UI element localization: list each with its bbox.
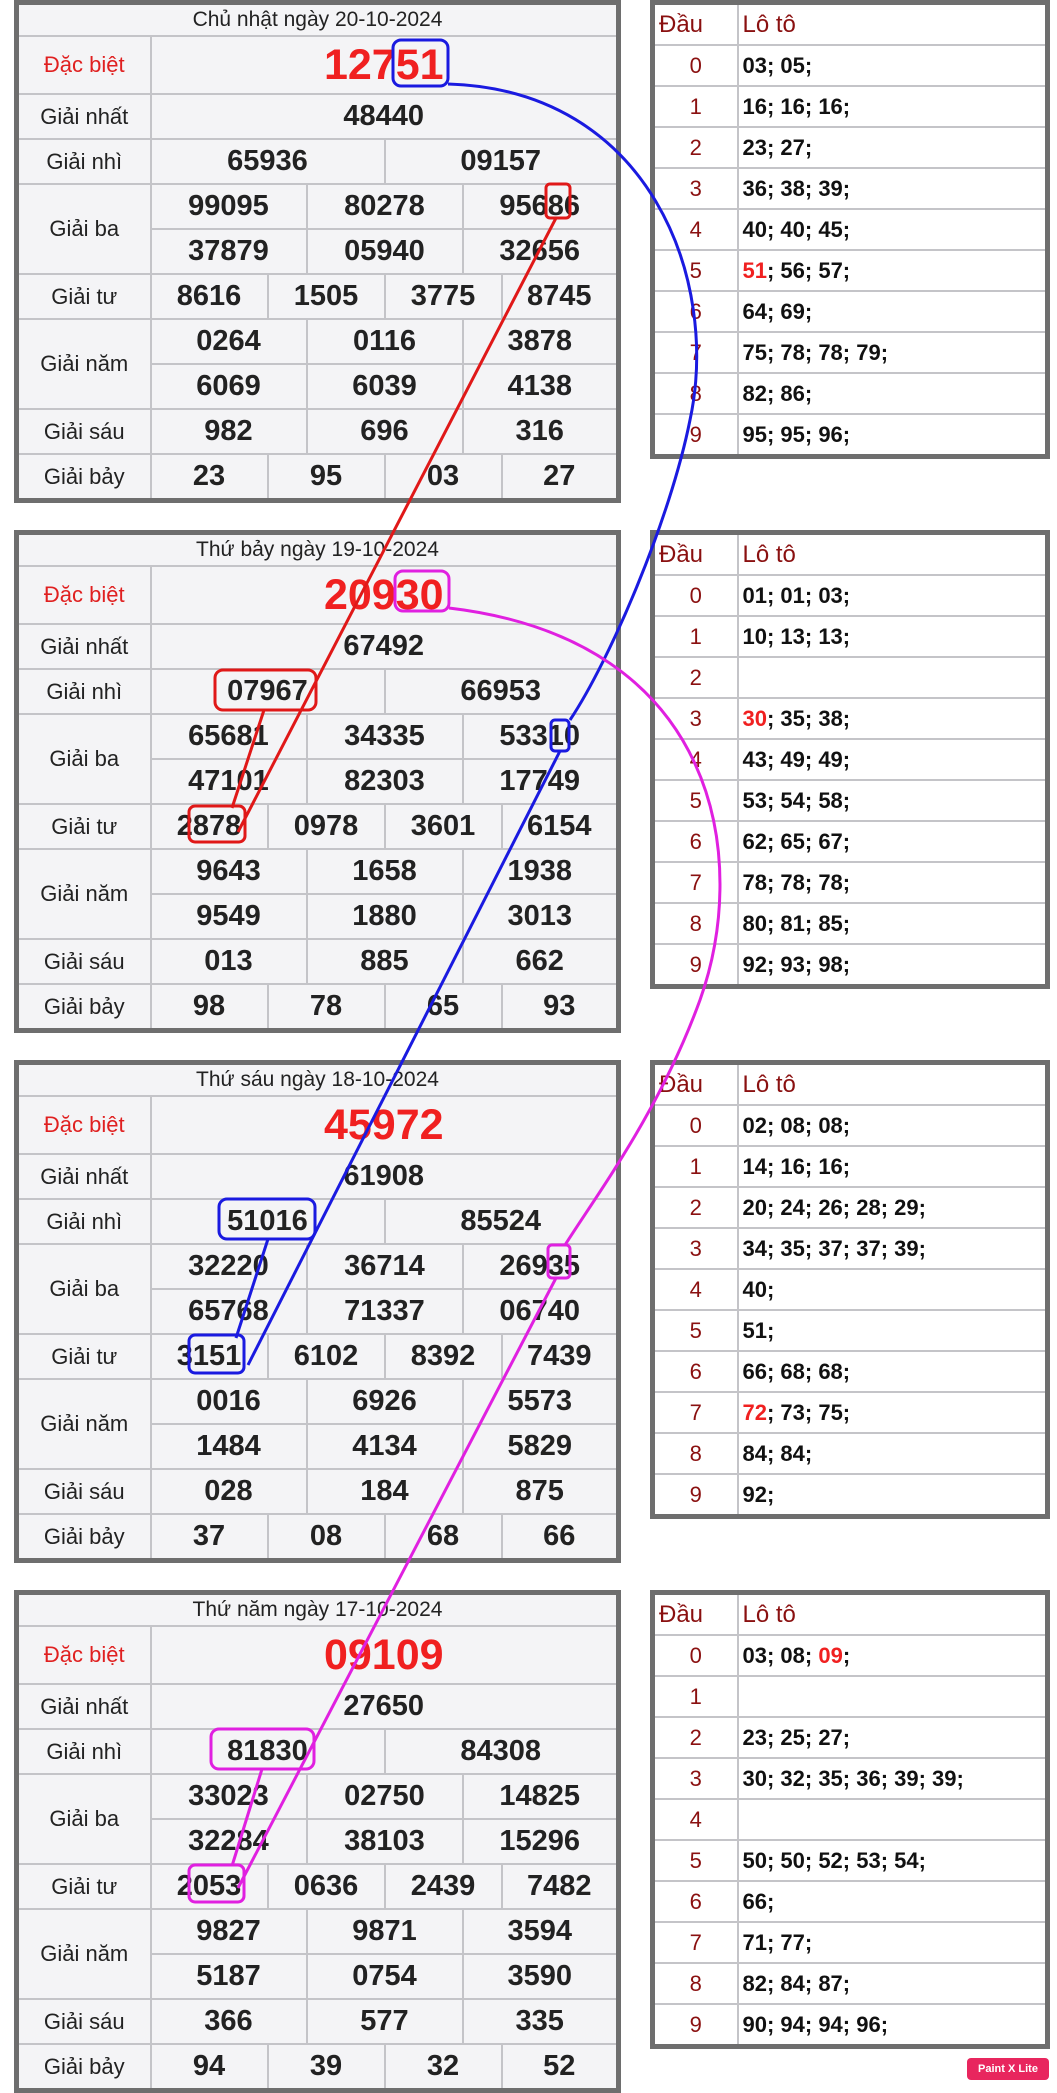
fifth-prize-number: 0754 [307,1954,463,1999]
second-prize-number: 84308 [385,1729,619,1774]
loto-table-day-1 [650,530,1050,989]
fifth-prize-number: 4138 [463,364,619,409]
loto-tails [738,1228,1048,1269]
tail-list: 84; 84; [742,1440,813,1466]
loto-head-digit: 7 [653,1922,738,1963]
loto-tails [738,1717,1048,1758]
fifth-prize-number: 3013 [463,894,619,939]
sixth-prize-number: 696 [307,409,463,454]
third-prize-number: 06740 [463,1289,619,1334]
fifth-prize-number: 5187 [151,1954,307,1999]
tail-list: 66; 68; 68; [742,1358,851,1384]
third-prize-number: 33023 [151,1774,307,1819]
prize-label-fifth: Giải năm [17,1909,151,1999]
loto-tails [738,332,1048,373]
fifth-prize-number: 3590 [463,1954,619,1999]
prize-label-first: Giải nhất [17,1684,151,1729]
loto-head-header: Đầu [653,533,738,576]
loto-head-digit: 6 [653,1881,738,1922]
tail-list: 36; 38; 39; [742,175,851,201]
second-prize-number: 85524 [385,1199,619,1244]
first-prize-number: 27650 [151,1684,619,1729]
loto-head-header: Đầu [653,1593,738,1636]
loto-head-digit: 1 [653,616,738,657]
sixth-prize-number: 028 [151,1469,307,1514]
fourth-prize-number: 6102 [268,1334,385,1379]
third-prize-number: 32284 [151,1819,307,1864]
second-prize-number: 09157 [385,139,619,184]
loto-head-digit: 9 [653,414,738,457]
third-prize-number: 38103 [307,1819,463,1864]
tail-list: 64; 69; [742,298,813,324]
seventh-prize-number: 52 [502,2044,619,2091]
loto-tails [738,821,1048,862]
prize-label-special: Đặc biệt [17,1626,151,1684]
loto-head-digit: 6 [653,821,738,862]
fourth-prize-number: 2439 [385,1864,502,1909]
loto-head-digit: 1 [653,1676,738,1717]
fourth-prize-number: 1505 [268,274,385,319]
loto-head-digit: 9 [653,944,738,987]
loto-tails [738,414,1048,457]
loto-tails [738,1146,1048,1187]
prize-label-third: Giải ba [17,714,151,804]
fifth-prize-number: 1880 [307,894,463,939]
fifth-prize-number: 4134 [307,1424,463,1469]
tail-list: 92; [742,1481,775,1507]
prize-label-seventh: Giải bảy [17,454,151,501]
tail-list: ; 35; 38; [766,705,851,731]
fourth-prize-number: 8392 [385,1334,502,1379]
second-prize-number: 81830 [151,1729,385,1774]
loto-head-digit: 3 [653,168,738,209]
loto-tails [738,698,1048,739]
third-prize-number: 32656 [463,229,619,274]
special-prize-number: 20930 [151,566,619,624]
loto-tails [738,1963,1048,2004]
loto-tails [738,1269,1048,1310]
third-prize-number: 32220 [151,1244,307,1289]
loto-head-digit: 5 [653,1840,738,1881]
prize-label-second: Giải nhì [17,669,151,714]
fifth-prize-number: 3594 [463,1909,619,1954]
loto-head-digit: 4 [653,739,738,780]
draw-date-header: Thứ năm ngày 17-10-2024 [17,1593,619,1627]
loto-tails [738,168,1048,209]
third-prize-number: 99095 [151,184,307,229]
tail-list: 16; 16; 16; [742,93,851,119]
special-prize-number: 09109 [151,1626,619,1684]
prize-label-special: Đặc biệt [17,566,151,624]
fifth-prize-number: 3878 [463,319,619,364]
loto-head-digit: 0 [653,1105,738,1146]
special-tail-highlight: 72 [742,1399,767,1425]
fifth-prize-number: 6039 [307,364,463,409]
seventh-prize-number: 65 [385,984,502,1031]
fifth-prize-number: 1658 [307,849,463,894]
prize-label-seventh: Giải bảy [17,984,151,1031]
tail-list: 95; 95; 96; [742,421,851,447]
sixth-prize-number: 335 [463,1999,619,2044]
fifth-prize-number: 6069 [151,364,307,409]
tail-list: 10; 13; 13; [742,623,851,649]
loto-head-digit: 5 [653,1310,738,1351]
loto-tail-header: Lô tô [738,533,1048,576]
loto-head-digit: 2 [653,127,738,168]
loto-table-day-0 [650,0,1050,459]
fourth-prize-number: 7439 [502,1334,619,1379]
prize-label-seventh: Giải bảy [17,1514,151,1561]
tail-list: 03; 08; [742,1642,819,1668]
third-prize-number: 02750 [307,1774,463,1819]
loto-head-digit: 0 [653,45,738,86]
tail-list: 66; [742,1888,775,1914]
third-prize-number: 65681 [151,714,307,759]
seventh-prize-number: 78 [268,984,385,1031]
loto-table-day-3 [650,1590,1050,2049]
fifth-prize-number: 0116 [307,319,463,364]
loto-tails [738,616,1048,657]
tail-list: 82; 84; 87; [742,1970,851,1996]
prize-label-fifth: Giải năm [17,1379,151,1469]
loto-tails [738,1840,1048,1881]
tail-list: 82; 86; [742,380,813,406]
loto-tail-header: Lô tô [738,1593,1048,1636]
tail-list: 03; 05; [742,52,813,78]
special-tail-highlight: 09 [818,1642,843,1668]
third-prize-number: 71337 [307,1289,463,1334]
third-prize-number: 17749 [463,759,619,804]
seventh-prize-number: 93 [502,984,619,1031]
third-prize-number: 82303 [307,759,463,804]
fifth-prize-number: 5573 [463,1379,619,1424]
tail-list: 53; 54; 58; [742,787,851,813]
prize-label-fifth: Giải năm [17,849,151,939]
second-prize-number: 65936 [151,139,385,184]
sixth-prize-number: 875 [463,1469,619,1514]
third-prize-number: 47101 [151,759,307,804]
tail-list: 43; 49; 49; [742,746,851,772]
seventh-prize-number: 32 [385,2044,502,2091]
second-prize-number: 66953 [385,669,619,714]
prize-label-first: Giải nhất [17,624,151,669]
prize-label-second: Giải nhì [17,1729,151,1774]
loto-head-digit: 8 [653,1963,738,2004]
results-table-day-2 [14,1060,621,1563]
loto-head-digit: 5 [653,250,738,291]
loto-tails [738,862,1048,903]
prize-label-sixth: Giải sáu [17,939,151,984]
loto-head-digit: 1 [653,1146,738,1187]
loto-tails [738,739,1048,780]
prize-label-fourth: Giải tư [17,1334,151,1379]
loto-head-digit: 4 [653,209,738,250]
loto-tails [738,1758,1048,1799]
draw-date-header: Chủ nhật ngày 20-10-2024 [17,3,619,37]
fifth-prize-number: 0264 [151,319,307,364]
loto-tails [738,1310,1048,1351]
loto-tails [738,944,1048,987]
fifth-prize-number: 1938 [463,849,619,894]
prize-label-third: Giải ba [17,184,151,274]
fifth-prize-number: 0016 [151,1379,307,1424]
fourth-prize-number: 6154 [502,804,619,849]
tail-list: 40; [742,1276,775,1302]
loto-tails [738,2004,1048,2047]
third-prize-number: 36714 [307,1244,463,1289]
prize-label-first: Giải nhất [17,94,151,139]
special-tail-highlight: 51 [742,257,767,283]
tail-list: 23; 27; [742,134,813,160]
fourth-prize-number: 8745 [502,274,619,319]
fourth-prize-number: 3601 [385,804,502,849]
seventh-prize-number: 03 [385,454,502,501]
prize-label-sixth: Giải sáu [17,1999,151,2044]
seventh-prize-number: 39 [268,2044,385,2091]
first-prize-number: 48440 [151,94,619,139]
tail-list-suffix: ; [842,1642,851,1668]
loto-head-digit: 0 [653,1635,738,1676]
third-prize-number: 15296 [463,1819,619,1864]
third-prize-number: 26935 [463,1244,619,1289]
loto-tails [738,373,1048,414]
fourth-prize-number: 3151 [151,1334,268,1379]
loto-tails [738,1799,1048,1840]
loto-head-digit: 9 [653,1474,738,1517]
prize-label-second: Giải nhì [17,1199,151,1244]
loto-tails [738,1433,1048,1474]
loto-table-day-2 [650,1060,1050,1519]
fifth-prize-number: 9549 [151,894,307,939]
fifth-prize-number: 6926 [307,1379,463,1424]
special-tail-highlight: 30 [742,705,767,731]
loto-tails [738,1881,1048,1922]
results-table-day-3 [14,1590,621,2093]
tail-list: 20; 24; 26; 28; 29; [742,1194,926,1220]
loto-head-digit: 2 [653,657,738,698]
third-prize-number: 65768 [151,1289,307,1334]
special-prize-number: 12751 [151,36,619,94]
loto-head-digit: 3 [653,1758,738,1799]
loto-tails [738,127,1048,168]
prize-label-fourth: Giải tư [17,1864,151,1909]
loto-tails [738,1922,1048,1963]
seventh-prize-number: 08 [268,1514,385,1561]
loto-head-header: Đầu [653,3,738,46]
fourth-prize-number: 0978 [268,804,385,849]
prize-label-sixth: Giải sáu [17,1469,151,1514]
paintx-watermark: Paint X Lite [967,2058,1049,2080]
prize-label-fifth: Giải năm [17,319,151,409]
sixth-prize-number: 662 [463,939,619,984]
tail-list: 40; 40; 45; [742,216,851,242]
draw-date-header: Thứ bảy ngày 19-10-2024 [17,533,619,567]
loto-head-digit: 7 [653,1392,738,1433]
prize-label-third: Giải ba [17,1244,151,1334]
loto-head-digit: 1 [653,86,738,127]
loto-tails [738,86,1048,127]
loto-tails [738,1105,1048,1146]
loto-tails [738,903,1048,944]
loto-tails [738,1474,1048,1517]
prize-label-special: Đặc biệt [17,36,151,94]
fourth-prize-number: 3775 [385,274,502,319]
sixth-prize-number: 982 [151,409,307,454]
loto-head-digit: 8 [653,1433,738,1474]
tail-list: 78; 78; 78; [742,869,851,895]
loto-tail-header: Lô tô [738,3,1048,46]
loto-tail-header: Lô tô [738,1063,1048,1106]
loto-head-digit: 2 [653,1717,738,1758]
loto-head-digit: 0 [653,575,738,616]
loto-tails [738,1351,1048,1392]
fifth-prize-number: 1484 [151,1424,307,1469]
third-prize-number: 53310 [463,714,619,759]
prize-label-second: Giải nhì [17,139,151,184]
loto-head-digit: 6 [653,1351,738,1392]
sixth-prize-number: 013 [151,939,307,984]
loto-head-header: Đầu [653,1063,738,1106]
seventh-prize-number: 68 [385,1514,502,1561]
tail-list: 90; 94; 94; 96; [742,2011,889,2037]
tail-list: 30; 32; 35; 36; 39; 39; [742,1765,964,1791]
loto-tails [738,1392,1048,1433]
fifth-prize-number: 9643 [151,849,307,894]
seventh-prize-number: 66 [502,1514,619,1561]
loto-tails [738,780,1048,821]
tail-list: 80; 81; 85; [742,910,851,936]
tail-list: 14; 16; 16; [742,1153,851,1179]
seventh-prize-number: 23 [151,454,268,501]
prize-label-seventh: Giải bảy [17,2044,151,2091]
third-prize-number: 05940 [307,229,463,274]
second-prize-number: 07967 [151,669,385,714]
loto-head-digit: 3 [653,1228,738,1269]
tail-list: 75; 78; 78; 79; [742,339,889,365]
seventh-prize-number: 27 [502,454,619,501]
fifth-prize-number: 5829 [463,1424,619,1469]
fourth-prize-number: 0636 [268,1864,385,1909]
sixth-prize-number: 316 [463,409,619,454]
seventh-prize-number: 94 [151,2044,268,2091]
prize-label-first: Giải nhất [17,1154,151,1199]
first-prize-number: 61908 [151,1154,619,1199]
loto-tails [738,250,1048,291]
fourth-prize-number: 2878 [151,804,268,849]
loto-head-digit: 3 [653,698,738,739]
special-prize-number: 45972 [151,1096,619,1154]
loto-tails [738,575,1048,616]
tail-list: ; 73; 75; [766,1399,851,1425]
third-prize-number: 34335 [307,714,463,759]
loto-tails [738,657,1048,698]
fourth-prize-number: 8616 [151,274,268,319]
tail-list: 01; 01; 03; [742,582,851,608]
prize-label-sixth: Giải sáu [17,409,151,454]
fifth-prize-number: 9827 [151,1909,307,1954]
sixth-prize-number: 885 [307,939,463,984]
results-table-day-1 [14,530,621,1033]
third-prize-number: 37879 [151,229,307,274]
loto-tails [738,1187,1048,1228]
loto-tails [738,45,1048,86]
loto-head-digit: 4 [653,1799,738,1840]
seventh-prize-number: 98 [151,984,268,1031]
third-prize-number: 80278 [307,184,463,229]
results-table-day-0 [14,0,621,503]
loto-head-digit: 9 [653,2004,738,2047]
sixth-prize-number: 366 [151,1999,307,2044]
third-prize-number: 14825 [463,1774,619,1819]
third-prize-number: 95686 [463,184,619,229]
draw-date-header: Thứ sáu ngày 18-10-2024 [17,1063,619,1097]
loto-head-digit: 7 [653,332,738,373]
tail-list: 02; 08; 08; [742,1112,851,1138]
tail-list: 51; [742,1317,775,1343]
prize-label-fourth: Giải tư [17,274,151,319]
tail-list: 23; 25; 27; [742,1724,851,1750]
first-prize-number: 67492 [151,624,619,669]
tail-list: 92; 93; 98; [742,951,851,977]
second-prize-number: 51016 [151,1199,385,1244]
sixth-prize-number: 184 [307,1469,463,1514]
tail-list: 34; 35; 37; 37; 39; [742,1235,926,1261]
tail-list: 62; 65; 67; [742,828,851,854]
loto-tails [738,1676,1048,1717]
loto-head-digit: 2 [653,1187,738,1228]
fourth-prize-number: 7482 [502,1864,619,1909]
loto-head-digit: 8 [653,373,738,414]
loto-head-digit: 7 [653,862,738,903]
loto-head-digit: 8 [653,903,738,944]
loto-head-digit: 6 [653,291,738,332]
loto-head-digit: 4 [653,1269,738,1310]
loto-head-digit: 5 [653,780,738,821]
prize-label-special: Đặc biệt [17,1096,151,1154]
fifth-prize-number: 9871 [307,1909,463,1954]
prize-label-fourth: Giải tư [17,804,151,849]
prize-label-third: Giải ba [17,1774,151,1864]
tail-list: 50; 50; 52; 53; 54; [742,1847,926,1873]
fourth-prize-number: 2053 [151,1864,268,1909]
tail-list: ; 56; 57; [766,257,851,283]
loto-tails [738,209,1048,250]
seventh-prize-number: 95 [268,454,385,501]
loto-tails [738,1635,1048,1676]
sixth-prize-number: 577 [307,1999,463,2044]
tail-list: 71; 77; [742,1929,813,1955]
seventh-prize-number: 37 [151,1514,268,1561]
loto-tails [738,291,1048,332]
